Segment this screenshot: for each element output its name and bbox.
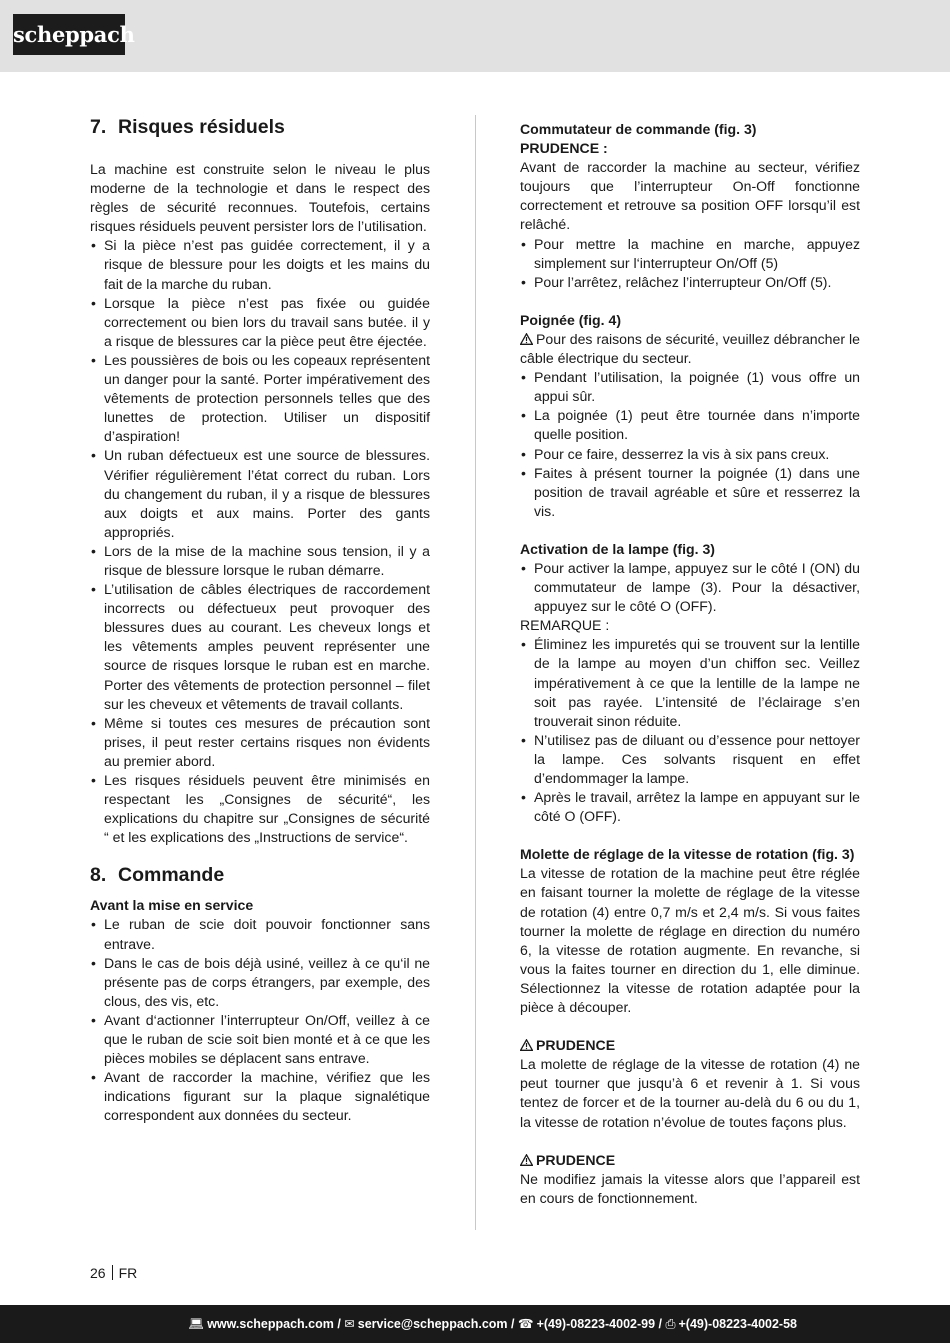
warning-triangle-icon	[520, 1154, 533, 1166]
list-item: • Lorsque la pièce n’est pas fixée ou guidée correctement ou bien lors du travail sans butée. il y a risque de blessures car la pièce peut être éjectée.	[90, 294, 430, 351]
list-item: • Si la pièce n’est pas guidée correctement, il y a risque de blessure pour les doigts et les mains du fait de la marche du ruban.	[90, 236, 430, 293]
fax-icon: ⎙	[665, 1317, 676, 1331]
list-item: • L’utilisation de câbles électriques de raccordement incorrects ou défectueux peut provoquer des blessures dues au courant. Les cheveux longs et les vêtements amples peuvent représenter une source de risques lorsque le ruban est en marche. Porter des vêtements de protection personnel – filet sur les cheveux et vêtements de travail collants.	[90, 580, 430, 714]
page-number-separator	[112, 1265, 113, 1280]
caution-1-title: PRUDENCE	[536, 1037, 616, 1054]
list-item: • Pour mettre la machine en marche, appuyez simplement sur l‘interrupteur On/Off (5)	[520, 235, 860, 273]
list-item: • Pour ce faire, desserrez la vis à six pans creux.	[520, 445, 860, 464]
section-8-subheading: Avant la mise en service	[90, 897, 254, 914]
right-column	[520, 120, 860, 1208]
laptop-icon: 💻︎	[188, 1317, 205, 1331]
page-number	[90, 1265, 137, 1281]
warning-triangle-icon	[520, 333, 533, 345]
list-item: • Pendant l’utilisation, la poignée (1) vous offre un appui sûr.	[520, 368, 860, 406]
lamp-heading: Activation de la lampe (fig. 3)	[520, 540, 716, 557]
handle-warning-text: Pour des raisons de sécurité, veuillez débrancher le câble électrique du secteur.	[520, 330, 860, 367]
caution-2-title: PRUDENCE	[536, 1151, 616, 1168]
switch-heading: Commutateur de commande (fig. 3)	[520, 121, 757, 137]
list-item: • Un ruban défectueux est une source de blessures. Vérifier régulièrement l’état correct du ruban. Lors du changement du ruban, il y a risque de blessures aux doigts et aux mains. Porter des gants appropriés.	[90, 446, 430, 541]
warning-triangle-icon	[520, 1039, 533, 1051]
footer-email: service@scheppach.com /	[357, 1317, 515, 1331]
list-item: • La poignée (1) peut être tournée dans n’importe quelle position.	[520, 406, 860, 444]
footer-phone: +(49)-08223-4002-99 /	[536, 1317, 662, 1331]
page-header	[0, 0, 950, 72]
left-column	[90, 115, 430, 1126]
list-item: • Le ruban de scie doit pouvoir fonctionner sans entrave.	[90, 915, 430, 953]
switch-list	[520, 235, 860, 292]
section-7-number: 7.	[90, 116, 107, 138]
lamp-note-list	[520, 635, 860, 826]
caution-1-heading	[520, 1036, 860, 1055]
list-item: • Pour l’arrêtez, relâchez l’interrupteur On/Off (5).	[520, 273, 860, 292]
section-7-title: Risques résiduels	[118, 116, 285, 138]
handle-list	[520, 368, 860, 521]
list-item: • Éliminez les impuretés qui se trouvent sur la lentille de la lampe au moyen d’un chiffon sec. Veillez impérativement à ce que la lentille de la lampe ne soit pas rayée. L’intensité de l’éclairage s’en trouverait sinon réduite.	[520, 635, 860, 730]
switch-text: Avant de raccorder la machine au secteur, vérifiez toujours que l’interrupteur On-Off fonctionne correctement et retrouve sa position OFF lorsqu’il est relâché.	[520, 159, 860, 233]
list-item: • Avant de raccorder la machine, vérifiez que les indications figurant sur la plaque signalétique correspondent aux données du secteur.	[90, 1068, 430, 1125]
handle-warning	[520, 330, 860, 368]
handle-heading: Poignée (fig. 4)	[520, 311, 622, 328]
caution-1-text: La molette de réglage de la vitesse de rotation (4) ne peut tourner que jusqu’à 6 et revenir à 1. Si vous tentez de forcer et de la tourner au-delà du 6 ou du 1, la vitesse de rotation n’évolue de toutes façons plus.	[520, 1056, 860, 1130]
lamp-note-label: REMARQUE :	[520, 617, 610, 634]
list-item: • Après le travail, arrêtez la lampe en appuyant sur le côté O (OFF).	[520, 788, 860, 826]
section-7-heading	[90, 115, 430, 139]
section-7-list	[90, 236, 430, 847]
list-item: • Faites à présent tourner la poignée (1) dans une position de travail agréable et sûre et resserrez la vis.	[520, 464, 860, 521]
section-8-list	[90, 915, 430, 1125]
brand-logo: scheppach	[13, 14, 125, 55]
list-item: • Pour activer la lampe, appuyez sur le côté I (ON) du commutateur de lampe (3). Pour la désactiver, appuyez sur le côté O (OFF).	[520, 559, 860, 616]
list-item: • Même si toutes ces mesures de précaution sont prises, il peut rester certains risques non évidents au premier abord.	[90, 714, 430, 771]
section-8-number: 8.	[90, 864, 107, 887]
list-item: • Lors de la mise de la machine sous tension, il y a risque de blessure lorsque le ruban démarre.	[90, 542, 430, 580]
list-item: • Dans le cas de bois déjà usiné, veillez à ce qu‘il ne présente pas de corps étrangers, par exemple, des clous, des vis, etc.	[90, 954, 430, 1011]
list-item: • Avant d‘actionner l’interrupteur On/Off, veillez à ce que le ruban de scie soit bien monté et à ce que les pièces mobiles se déplacent sans entrave.	[90, 1011, 430, 1068]
page-footer	[0, 1305, 950, 1343]
list-item: • Les poussières de bois ou les copeaux représentent un danger pour la santé. Porter impérativement des vêtements de protection personnels telles que des lunettes de protection. Utiliser un dispositif d’aspiration!	[90, 351, 430, 446]
section-8-heading	[90, 863, 430, 887]
caution-2-text: Ne modifiez jamais la vitesse alors que l’appareil est en cours de fonctionnement.	[520, 1170, 860, 1206]
column-divider	[475, 115, 476, 1230]
footer-website: www.scheppach.com /	[207, 1317, 341, 1331]
footer-fax: +(49)-08223-4002-58	[678, 1317, 797, 1331]
list-item: • N’utilisez pas de diluant ou d’essence pour nettoyer la lampe. Ces solvants risquent en effet d’endommager la lampe.	[520, 731, 860, 788]
page-language: FR	[118, 1265, 138, 1281]
switch-caution-label: PRUDENCE :	[520, 140, 608, 157]
list-item: • Les risques résiduels peuvent être minimisés en respectant les „Consignes de sécurité“, les explications du chapitre sur „Consignes de sécurité “ et les explications des „Instructions de service“.	[90, 771, 430, 847]
caution-2-heading	[520, 1151, 860, 1170]
speed-heading: Molette de réglage de la vitesse de rotation (fig. 3)	[520, 846, 855, 863]
speed-text: La vitesse de rotation de la machine peut être réglée en faisant tourner la molette de réglage de la vitesse de rotation (4) entre 0,7 m/s et 2,4 m/s. Si vous faites tourner la molette de réglage en direction du numéro 6, la vitesse de rotation augmente. En revanche, si vous la faites tourner en direction du 1, elle diminue. Sélectionnez la vitesse de rotation adaptée pour la pièce à découper.	[520, 865, 860, 1016]
phone-icon: ☎︎	[517, 1317, 534, 1331]
lamp-list	[520, 559, 860, 616]
section-8-title: Commande	[118, 864, 225, 887]
page-number-value: 26	[90, 1265, 106, 1281]
email-icon: ✉︎	[344, 1317, 355, 1331]
section-7-intro: La machine est construite selon le niveau le plus moderne de la technologie et dans le respect des règles de sécurité reconnues. Toutefois, certains risques résiduels peuvent persister lors de l’utilisation.	[90, 161, 430, 235]
